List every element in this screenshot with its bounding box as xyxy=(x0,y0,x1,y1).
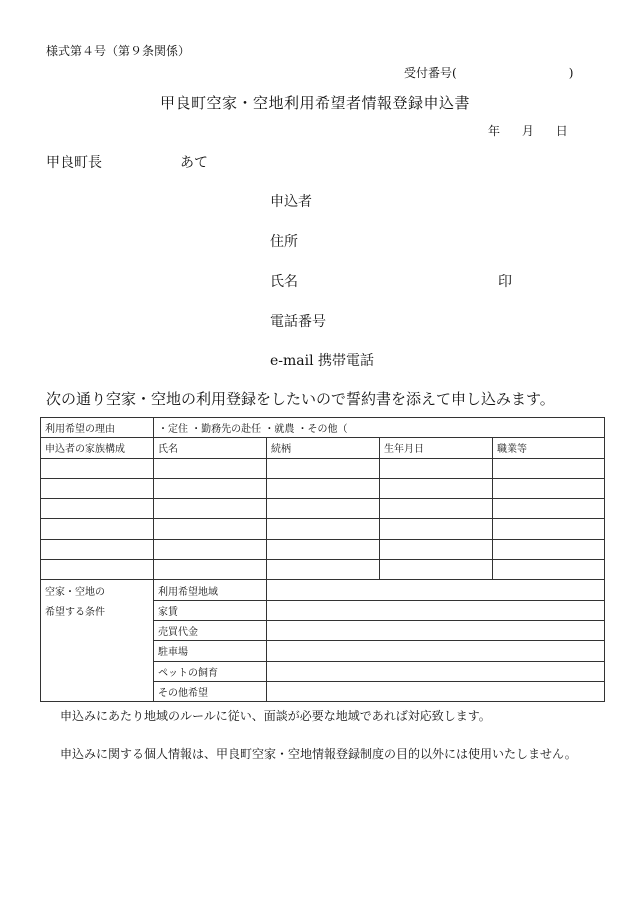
family-cell[interactable] xyxy=(380,499,493,519)
reason-row xyxy=(41,418,605,438)
condition-price-value[interactable] xyxy=(267,620,605,640)
family-cell[interactable] xyxy=(267,478,380,498)
family-cell[interactable] xyxy=(380,478,493,498)
date-year-label: 年 xyxy=(488,124,501,138)
family-cell[interactable] xyxy=(154,519,267,539)
family-header-relation: 続柄 xyxy=(267,438,380,458)
family-cell[interactable] xyxy=(267,458,380,478)
reason-label: 利用希望の理由 xyxy=(41,418,154,438)
family-cell[interactable] xyxy=(380,539,493,559)
family-cell[interactable] xyxy=(493,458,605,478)
form-number: 様式第４号（第９条関係） xyxy=(46,44,191,58)
page-title: 甲良町空家・空地利用希望者情報登録申込書 xyxy=(159,94,470,112)
family-cell[interactable] xyxy=(493,560,605,580)
conditions-label-line: 空家・空地の xyxy=(45,587,105,599)
family-cell[interactable] xyxy=(493,499,605,519)
addressee-name: 甲良町長 xyxy=(46,155,102,171)
condition-area-label: 利用希望地域 xyxy=(154,580,267,600)
family-cell[interactable] xyxy=(154,478,267,498)
condition-other-label: その他希望 xyxy=(154,681,267,701)
applicant-phone-label: 電話番号 xyxy=(270,314,326,330)
applicant-heading: 申込者 xyxy=(270,194,312,210)
addressee xyxy=(46,152,208,172)
family-cell[interactable] xyxy=(267,519,380,539)
condition-price-label: 売買代金 xyxy=(154,620,267,640)
reason-options[interactable]: ・定住 ・勤務先の赴任 ・就農 ・その他（ xyxy=(154,418,605,438)
note-privacy: 申込みに関する個人情報は、甲良町空家・空地情報登録制度の目的以外には使用いたしません。 xyxy=(60,747,577,761)
family-cell[interactable] xyxy=(493,539,605,559)
family-header-birthdate: 生年月日 xyxy=(380,438,493,458)
family-cell xyxy=(41,458,154,478)
family-cell[interactable] xyxy=(380,560,493,580)
applicant-email-label: e-mail 携帯電話 xyxy=(270,353,375,369)
addressee-suffix: あて xyxy=(180,155,208,171)
family-cell xyxy=(41,499,154,519)
condition-parking-value[interactable] xyxy=(267,641,605,661)
family-header-name: 氏名 xyxy=(154,438,267,458)
application-table xyxy=(40,417,605,702)
family-label: 申込者の家族構成 xyxy=(41,438,154,458)
family-header-occupation: 職業等 xyxy=(493,438,605,458)
receipt-label: 受付番号( xyxy=(404,66,457,80)
date-day-label: 日 xyxy=(555,124,568,138)
family-cell xyxy=(41,519,154,539)
condition-row xyxy=(41,580,605,600)
date-month-label: 月 xyxy=(521,124,534,138)
table-row xyxy=(41,539,605,559)
date-fields xyxy=(488,122,568,139)
family-cell[interactable] xyxy=(493,519,605,539)
table-row xyxy=(41,519,605,539)
note-local-rules: 申込みにあたり地域のルールに従い、面談が必要な地域であれば対応致します。 xyxy=(60,709,491,723)
family-cell[interactable] xyxy=(154,539,267,559)
family-cell[interactable] xyxy=(380,519,493,539)
family-cell[interactable] xyxy=(154,458,267,478)
family-header-row xyxy=(41,438,605,458)
family-cell[interactable] xyxy=(267,560,380,580)
applicant-address-label: 住所 xyxy=(270,234,298,250)
family-cell xyxy=(41,560,154,580)
condition-other-value[interactable] xyxy=(267,681,605,701)
table-row xyxy=(41,458,605,478)
condition-pets-value[interactable] xyxy=(267,661,605,681)
family-cell[interactable] xyxy=(380,458,493,478)
conditions-label xyxy=(41,580,154,702)
condition-area-value[interactable] xyxy=(267,580,605,600)
conditions-label-line: 希望する条件 xyxy=(45,607,105,619)
receipt-number xyxy=(404,64,573,81)
table-row xyxy=(41,560,605,580)
lead-text: 次の通り空家・空地の利用登録をしたいので誓約書を添えて申し込みます。 xyxy=(46,390,555,408)
condition-rent-label: 家賃 xyxy=(154,600,267,620)
receipt-close: ) xyxy=(568,66,574,80)
family-cell[interactable] xyxy=(154,499,267,519)
applicant-name-label: 氏名 xyxy=(270,274,298,290)
condition-pets-label: ペットの飼育 xyxy=(154,661,267,681)
table-row xyxy=(41,478,605,498)
family-cell xyxy=(41,478,154,498)
seal-mark: 印 xyxy=(498,274,512,290)
family-cell[interactable] xyxy=(493,478,605,498)
table-row xyxy=(41,499,605,519)
condition-parking-label: 駐車場 xyxy=(154,641,267,661)
family-cell[interactable] xyxy=(267,539,380,559)
family-cell xyxy=(41,539,154,559)
family-cell[interactable] xyxy=(154,560,267,580)
condition-rent-value[interactable] xyxy=(267,600,605,620)
family-cell[interactable] xyxy=(267,499,380,519)
